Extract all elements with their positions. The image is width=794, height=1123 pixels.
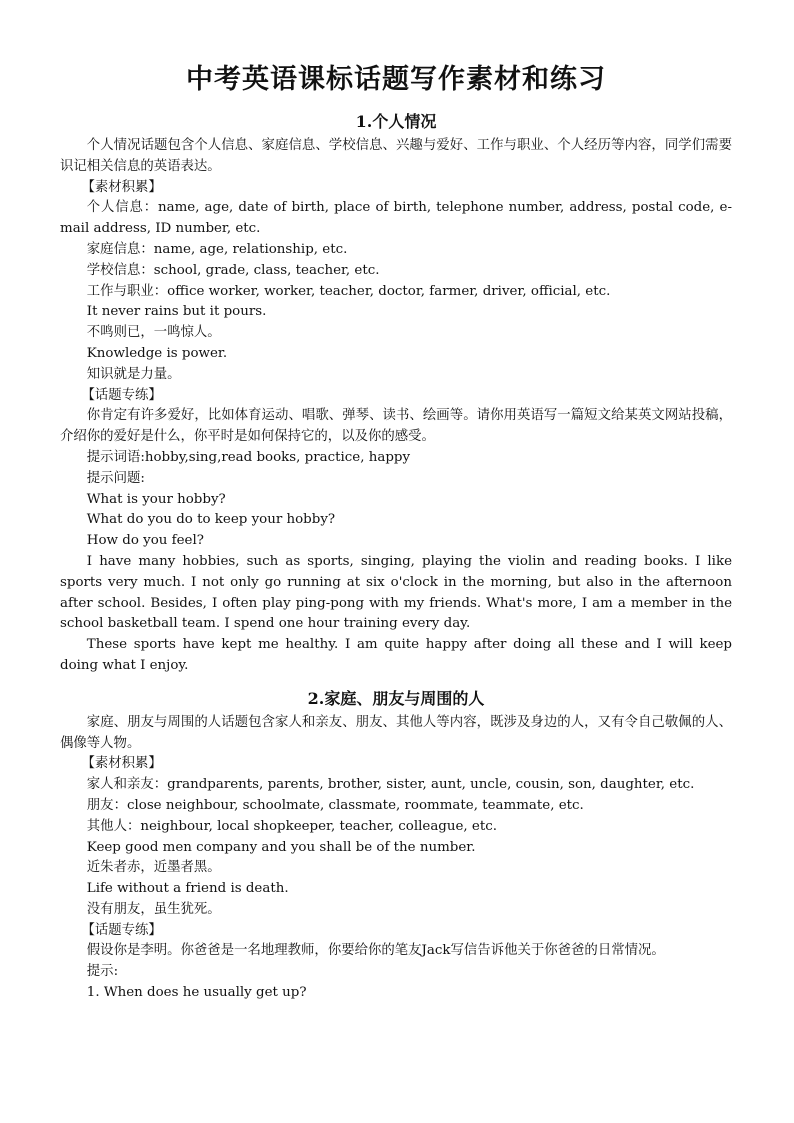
hint-words: 提示词语:hobby,sing,read books, practice, happy — [86, 449, 411, 465]
proverb-4-en: Life without a friend is death. — [86, 881, 289, 897]
essay-paragraph-2: These sports have kept me healthy. I am quite happy after doing all these and I will keep doing what I enjoy. — [60, 637, 732, 673]
section-2-material-tag: 【素材积累】 — [81, 756, 162, 772]
family-members-line: 家人和亲友：grandparents, parents, brother, sister, aunt, uncle, cousin, son, daughter, etc. — [86, 777, 695, 793]
hint-question-1: What is your hobby? — [86, 491, 226, 507]
section-2-task: 假设你是李明。你爸爸是一名地理教师，你要给你的笔友Jack写信告诉他关于你爸爸的日常情况。 — [86, 943, 665, 959]
friends-line: 朋友：close neighbour, schoolmate, classmate, roommate, teammate, etc. — [86, 797, 584, 813]
section-2-heading: 2.家庭、朋友与周围的人 — [307, 688, 485, 708]
section-1-practice-tag: 【话题专练】 — [81, 387, 162, 403]
proverb-2-cn: 知识就是力量。 — [86, 366, 181, 382]
hint-questions-label: 提示问题: — [86, 470, 145, 486]
proverb-3-en: Keep good men company and you shall be of the number. — [86, 839, 476, 855]
hint-question-4: 1. When does he usually get up? — [86, 985, 307, 1001]
section-1-task: 你肯定有许多爱好，比如体育运动、唱歌、弹琴、读书、绘画等。请你用英语写一篇短文给某英文网站投稿，介绍你的爱好是什么，你平时是如何保持它的，以及你的感受。 — [60, 408, 732, 445]
job-info-line: 工作与职业：office worker, worker, teacher, doctor, farmer, driver, official, etc. — [86, 283, 611, 299]
document-title: 中考英语课标话题写作素材和练习 — [186, 64, 606, 95]
proverb-1-cn: 不鸣则已，一鸣惊人。 — [86, 325, 221, 341]
others-line: 其他人：neighbour, local shopkeeper, teacher, colleague, etc. — [86, 818, 497, 834]
section-1-heading: 1.个人情况 — [355, 112, 437, 131]
hint-label: 提示: — [86, 964, 119, 980]
section-1-material-tag: 【素材积累】 — [81, 179, 162, 195]
proverb-2-en: Knowledge is power. — [86, 345, 228, 361]
school-info-line: 学校信息：school, grade, class, teacher, etc. — [86, 262, 380, 278]
hint-question-2: What do you do to keep your hobby? — [86, 512, 336, 528]
section-2-intro: 家庭、朋友与周围的人话题包含家人和亲友、朋友、其他人等内容，既涉及身边的人，又有令自己敬佩的人、偶像等人物。 — [60, 714, 732, 751]
personal-info-line: 个人信息：name, age, date of birth, place of birth, telephone number, address, postal code, e-mail address, ID number, etc. — [60, 200, 732, 237]
hint-question-3: How do you feel? — [86, 533, 204, 549]
proverb-1-en: It never rains but it pours. — [86, 304, 267, 320]
proverb-3-cn: 近朱者赤，近墨者黑。 — [86, 860, 221, 876]
family-info-line: 家庭信息：name, age, relationship, etc. — [86, 241, 348, 257]
section-1-intro: 个人情况话题包含个人信息、家庭信息、学校信息、兴趣与爱好、工作与职业、个人经历等内容，同学们需要识记相关信息的英语表达。 — [60, 138, 732, 174]
essay-paragraph-1: I have many hobbies, such as sports, singing, playing the violin and reading books. I like sports very much. I not only go running at six o'clock in the morning, but also in the afternoon after school. Besides, I often play ping-pong with my friends. What's more, I am a member in the school basketball team. I spend one hour training every day. — [60, 553, 732, 632]
section-2-practice-tag: 【话题专练】 — [81, 922, 162, 938]
proverb-4-cn: 没有朋友，虽生犹死。 — [86, 901, 221, 917]
